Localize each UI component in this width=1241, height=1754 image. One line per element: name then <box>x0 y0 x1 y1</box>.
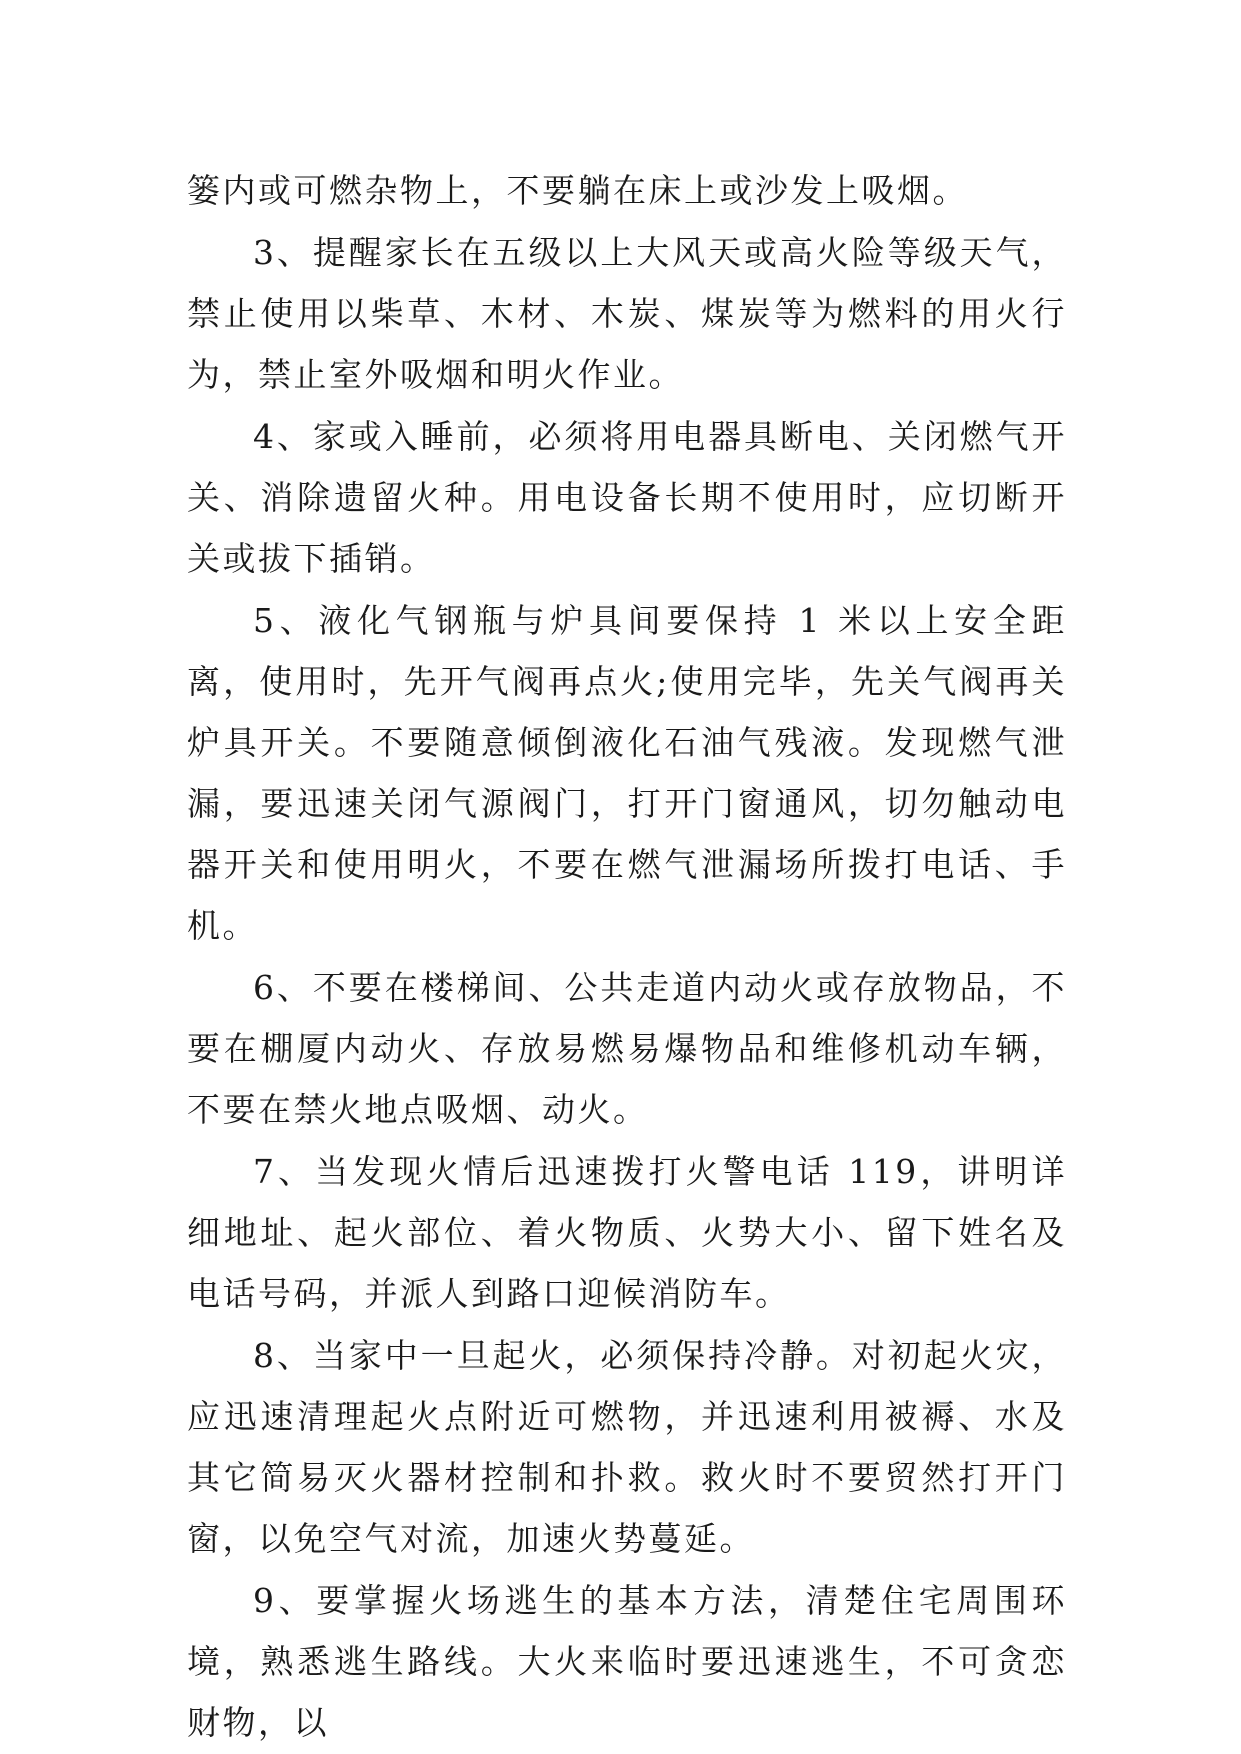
document-page <box>187 160 1067 1754</box>
paragraph-item-6: 6、不要在楼梯间、公共走道内动火或存放物品，不要在棚厦内动火、存放易燃易爆物品和维修机动车辆，不要在禁火地点吸烟、动火。 <box>187 968 1067 1129</box>
paragraph-item-7: 7、当发现火情后迅速拨打火警电话 119，讲明详细地址、起火部位、着火物质、火势大小、留下姓名及电话号码，并派人到路口迎候消防车。 <box>187 1152 1067 1313</box>
paragraph-continuation: 篓内或可燃杂物上，不要躺在床上或沙发上吸烟。 <box>187 171 968 210</box>
paragraph-item-5: 5、液化气钢瓶与炉具间要保持 1 米以上安全距离，使用时，先开气阀再点火;使用完毕，先关气阀再关炉具开关。不要随意倾倒液化石油气残液。发现燃气泄漏，要迅速关闭气源阀门，打开门窗通风，切勿触动电器开关和使用明火，不要在燃气泄漏场所拨打电话、手机。 <box>187 601 1067 945</box>
paragraph-item-9: 9、要掌握火场逃生的基本方法，清楚住宅周围环境，熟悉逃生路线。大火来临时要迅速逃生，不可贪恋财物，以 <box>187 1581 1067 1742</box>
paragraph-item-4: 4、家或入睡前，必须将用电器具断电、关闭燃气开关、消除遗留火种。用电设备长期不使用时，应切断开关或拔下插销。 <box>187 417 1067 578</box>
paragraph-item-8: 8、当家中一旦起火，必须保持冷静。对初起火灾，应迅速清理起火点附近可燃物，并迅速利用被褥、水及其它简易灭火器材控制和扑救。救火时不要贸然打开门窗，以免空气对流，加速火势蔓延。 <box>187 1336 1067 1558</box>
paragraph-item-3: 3、提醒家长在五级以上大风天或高火险等级天气，禁止使用以柴草、木材、木炭、煤炭等为燃料的用火行为，禁止室外吸烟和明火作业。 <box>187 233 1067 394</box>
